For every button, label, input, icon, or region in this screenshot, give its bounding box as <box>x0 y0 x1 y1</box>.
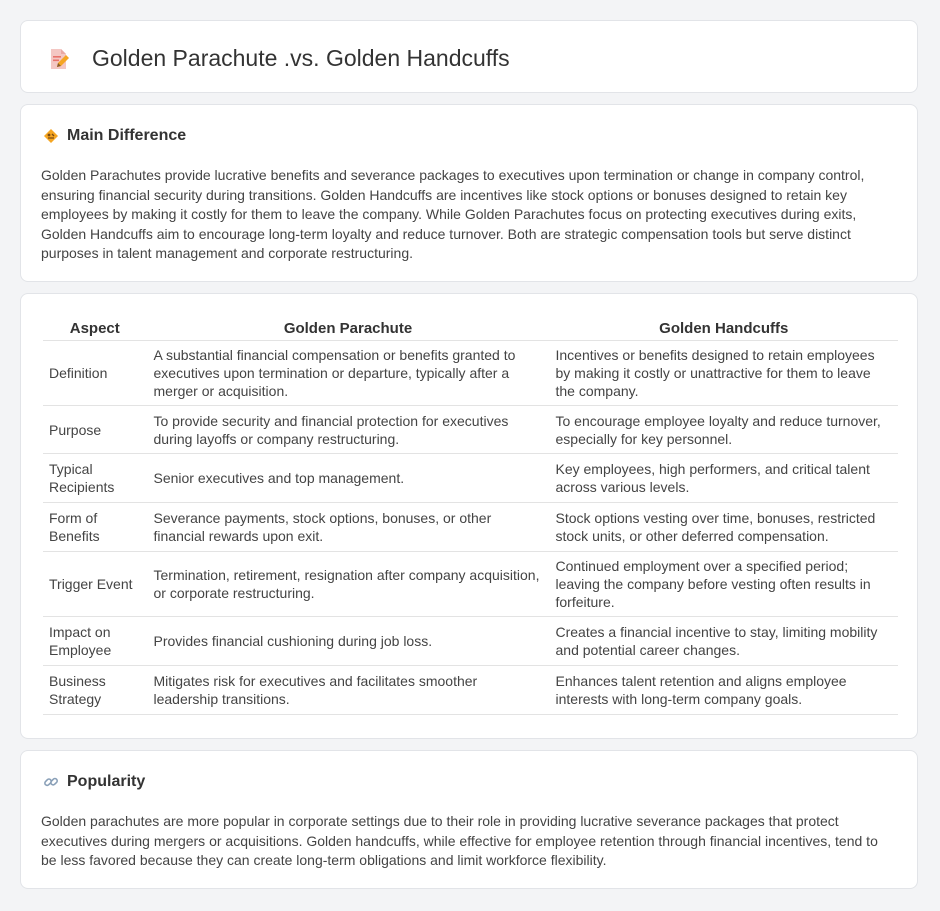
aspect-cell: Purpose <box>43 406 147 454</box>
parachute-cell: Termination, retirement, resignation after company acquisition, or corporate restructuring. <box>147 552 549 617</box>
handcuffs-cell: Stock options vesting over time, bonuses, restricted stock units, or other deferred compensation. <box>549 503 898 552</box>
comparison-section <box>20 293 918 739</box>
handcuffs-cell: Incentives or benefits designed to retain employees by making it costly or unattractive for them to leave the company. <box>549 341 898 406</box>
parachute-cell: Senior executives and top management. <box>147 454 549 503</box>
header-golden-handcuffs: Golden Handcuffs <box>549 315 898 341</box>
diamond-sign-icon <box>43 128 59 144</box>
header-aspect: Aspect <box>43 315 147 341</box>
aspect-cell: Trigger Event <box>43 552 147 617</box>
table-row <box>43 552 898 617</box>
aspect-cell: Business Strategy <box>43 666 147 715</box>
main-difference-heading: Main Difference <box>67 127 187 144</box>
aspect-cell: Definition <box>43 341 147 406</box>
document-edit-icon <box>47 47 71 71</box>
comparison-table <box>43 315 898 715</box>
table-row <box>43 406 898 454</box>
aspect-cell: Typical Recipients <box>43 454 147 503</box>
table-row <box>43 454 898 503</box>
aspect-cell: Impact on Employee <box>43 617 147 666</box>
header-golden-parachute: Golden Parachute <box>147 315 549 341</box>
page-title: Golden Parachute .vs. Golden Handcuffs <box>92 45 510 71</box>
handcuffs-cell: Continued employment over a specified period; leaving the company before vesting often results in forfeiture. <box>549 552 898 617</box>
parachute-cell: Mitigates risk for executives and facilitates smoother leadership transitions. <box>147 666 549 715</box>
table-row <box>43 666 898 715</box>
handcuffs-cell: Key employees, high performers, and critical talent across various levels. <box>549 454 898 503</box>
parachute-cell: To provide security and financial protection for executives during layoffs or company restructuring. <box>147 406 549 454</box>
table-row <box>43 503 898 552</box>
parachute-cell: Severance payments, stock options, bonuses, or other financial rewards upon exit. <box>147 503 549 552</box>
popularity-text: Golden parachutes are more popular in corporate settings due to their role in providing lucrative severance packages that protect executives during mergers or acquisitions. Golden handcuffs, while effective for employee retention through financial incentives, tend to be less favored because they can create long-term obligations and limit workforce flexibility. <box>41 813 878 868</box>
parachute-cell: A substantial financial compensation or benefits granted to executives upon termination or departure, typically after a merger or acquisition. <box>147 341 549 406</box>
handcuffs-cell: Creates a financial incentive to stay, limiting mobility and potential career changes. <box>549 617 898 666</box>
title-card <box>20 20 918 93</box>
main-difference-section <box>20 104 918 282</box>
table-header-row <box>43 315 898 341</box>
aspect-cell: Form of Benefits <box>43 503 147 552</box>
link-icon <box>43 774 59 790</box>
parachute-cell: Provides financial cushioning during job loss. <box>147 617 549 666</box>
handcuffs-cell: To encourage employee loyalty and reduce turnover, especially for key personnel. <box>549 406 898 454</box>
popularity-section <box>20 750 918 889</box>
handcuffs-cell: Enhances talent retention and aligns employee interests with long-term company goals. <box>549 666 898 715</box>
table-row <box>43 341 898 406</box>
popularity-heading: Popularity <box>67 773 146 790</box>
table-row <box>43 617 898 666</box>
main-difference-text: Golden Parachutes provide lucrative benefits and severance packages to executives upon termination or change in company control, ensuring financial security during transitions. Golden Handcuffs are incentives like stock options or bonuses designed to retain key employees by making it costly for them to leave the company. While Golden Parachutes focus on protecting executives during exits, Golden Handcuffs aim to encourage long-term loyalty and reduce turnover. Both are strategic compensation tools but serve distinct purposes in talent management and corporate restructuring. <box>41 167 865 261</box>
